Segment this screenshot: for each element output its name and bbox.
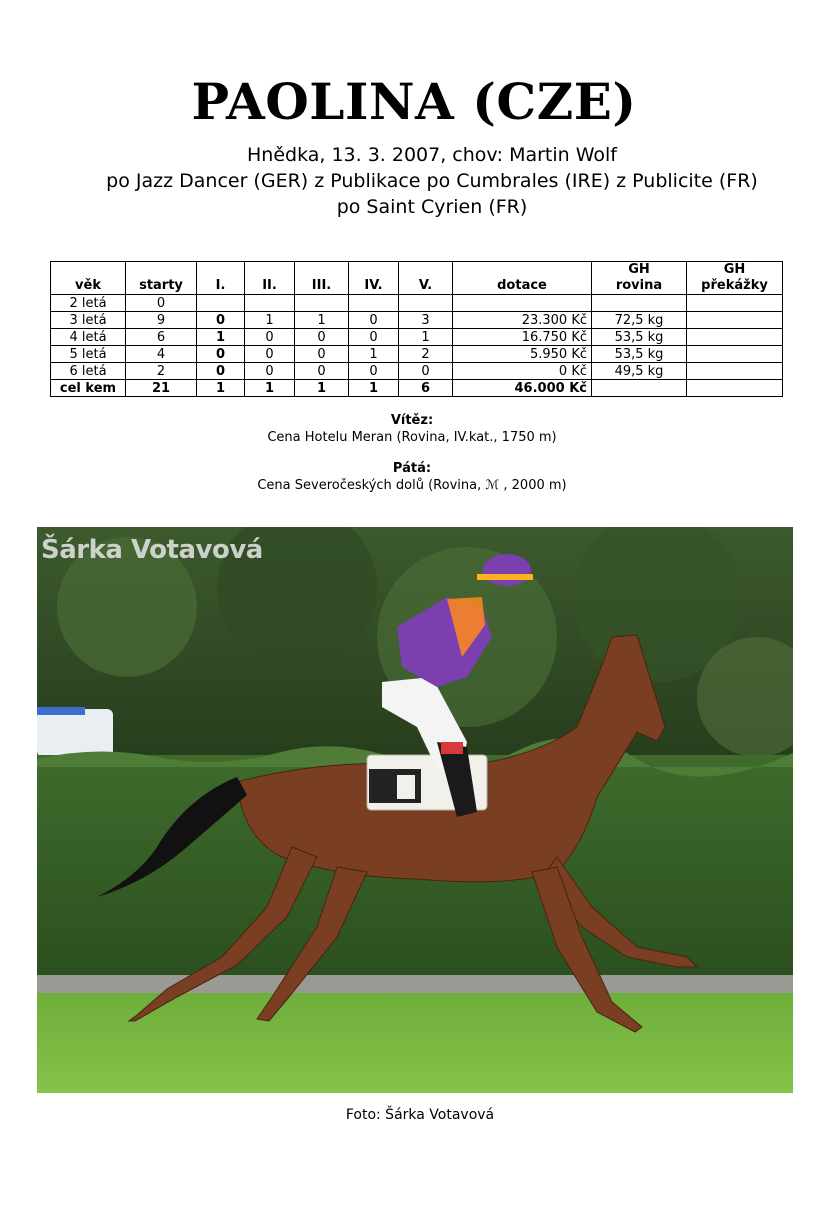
winner-label: Vítěz: xyxy=(390,413,434,428)
horse-name-title: PAOLINA (CZE) xyxy=(191,72,637,131)
cell-fifth: 6 xyxy=(399,380,453,397)
cell-first xyxy=(197,295,245,312)
col-header-fourth: IV. xyxy=(349,262,399,295)
col-header-first: I. xyxy=(197,262,245,295)
cell-fourth: 1 xyxy=(349,346,399,363)
race-statistics-table xyxy=(50,261,783,397)
cell-first: 1 xyxy=(197,329,245,346)
cell-age: cel kem xyxy=(51,380,126,397)
cell-fourth: 0 xyxy=(349,329,399,346)
cell-third: 0 xyxy=(295,329,349,346)
cell-gh-jump xyxy=(687,346,783,363)
cell-age: 2 letá xyxy=(51,295,126,312)
cell-starts: 9 xyxy=(126,312,197,329)
cell-gh-flat: 49,5 kg xyxy=(592,363,687,380)
cell-gh-jump xyxy=(687,312,783,329)
horse-color-birth-breeder: Hnědka, 13. 3. 2007, chov: Martin Wolf xyxy=(246,144,617,166)
horse-photo-illustration xyxy=(37,527,793,1093)
cell-second: 1 xyxy=(245,312,295,329)
cell-second: 0 xyxy=(245,329,295,346)
cell-fifth: 1 xyxy=(399,329,453,346)
cell-third: 0 xyxy=(295,346,349,363)
table-row xyxy=(51,329,783,346)
cell-prize xyxy=(453,295,592,312)
fifth-label: Pátá: xyxy=(392,461,432,476)
col-header-starts: starty xyxy=(126,262,197,295)
cell-fifth xyxy=(399,295,453,312)
col-header-age: věk xyxy=(51,262,126,295)
cell-gh-flat xyxy=(592,295,687,312)
cell-prize: 5.950 Kč xyxy=(453,346,592,363)
cell-gh-flat: 53,5 kg xyxy=(592,329,687,346)
cell-first: 1 xyxy=(197,380,245,397)
cell-starts: 4 xyxy=(126,346,197,363)
cell-gh-flat: 53,5 kg xyxy=(592,346,687,363)
cell-second: 0 xyxy=(245,363,295,380)
pedigree-line: po Jazz Dancer (GER) z Publikace po Cumbrales (IRE) z Publicite (FR) xyxy=(106,170,758,192)
cell-second: 1 xyxy=(245,380,295,397)
cell-third: 1 xyxy=(295,312,349,329)
cell-fifth: 0 xyxy=(399,363,453,380)
table-total-row xyxy=(51,380,783,397)
col-header-prize: dotace xyxy=(453,262,592,295)
photo-watermark: Šárka Votavová xyxy=(41,535,263,565)
cell-prize: 16.750 Kč xyxy=(453,329,592,346)
cell-gh-flat: 72,5 kg xyxy=(592,312,687,329)
cell-starts: 2 xyxy=(126,363,197,380)
col-header-third: III. xyxy=(295,262,349,295)
winner-note xyxy=(0,412,824,446)
cell-starts: 21 xyxy=(126,380,197,397)
col-header-gh-flat: GH rovina xyxy=(592,262,687,295)
table-row xyxy=(51,312,783,329)
cell-first: 0 xyxy=(197,346,245,363)
cell-prize: 23.300 Kč xyxy=(453,312,592,329)
cell-gh-flat xyxy=(592,380,687,397)
table-row xyxy=(51,295,783,312)
fifth-note xyxy=(0,460,824,494)
cell-age: 3 letá xyxy=(51,312,126,329)
table-header-row xyxy=(51,262,783,295)
cell-starts: 6 xyxy=(126,329,197,346)
col-header-gh-jump: GH překážky xyxy=(687,262,783,295)
cell-first: 0 xyxy=(197,312,245,329)
cell-fourth xyxy=(349,295,399,312)
table-row xyxy=(51,346,783,363)
cell-fifth: 2 xyxy=(399,346,453,363)
cell-gh-jump xyxy=(687,380,783,397)
col-header-fifth: V. xyxy=(399,262,453,295)
cell-age: 4 letá xyxy=(51,329,126,346)
cell-second xyxy=(245,295,295,312)
cell-fourth: 0 xyxy=(349,363,399,380)
photo-caption: Foto: Šárka Votavová xyxy=(345,1107,495,1123)
cell-gh-jump xyxy=(687,329,783,346)
cell-starts: 0 xyxy=(126,295,197,312)
winner-race: Cena Hotelu Meran (Rovina, IV.kat., 1750 m) xyxy=(267,430,557,445)
cell-first: 0 xyxy=(197,363,245,380)
cell-second: 0 xyxy=(245,346,295,363)
cell-fourth: 1 xyxy=(349,380,399,397)
cell-third: 1 xyxy=(295,380,349,397)
cell-age: 5 letá xyxy=(51,346,126,363)
horse-photo xyxy=(37,527,793,1093)
pedigree-line-continued: po Saint Cyrien (FR) xyxy=(336,196,528,218)
cell-third xyxy=(295,295,349,312)
col-header-second: II. xyxy=(245,262,295,295)
cell-fifth: 3 xyxy=(399,312,453,329)
cell-age: 6 letá xyxy=(51,363,126,380)
fifth-race: Cena Severočeských dolů (Rovina, ℳ , 2000 m) xyxy=(257,478,567,493)
table-row xyxy=(51,363,783,380)
cell-fourth: 0 xyxy=(349,312,399,329)
cell-third: 0 xyxy=(295,363,349,380)
cell-prize: 46.000 Kč xyxy=(453,380,592,397)
cell-gh-jump xyxy=(687,295,783,312)
cell-gh-jump xyxy=(687,363,783,380)
cell-prize: 0 Kč xyxy=(453,363,592,380)
